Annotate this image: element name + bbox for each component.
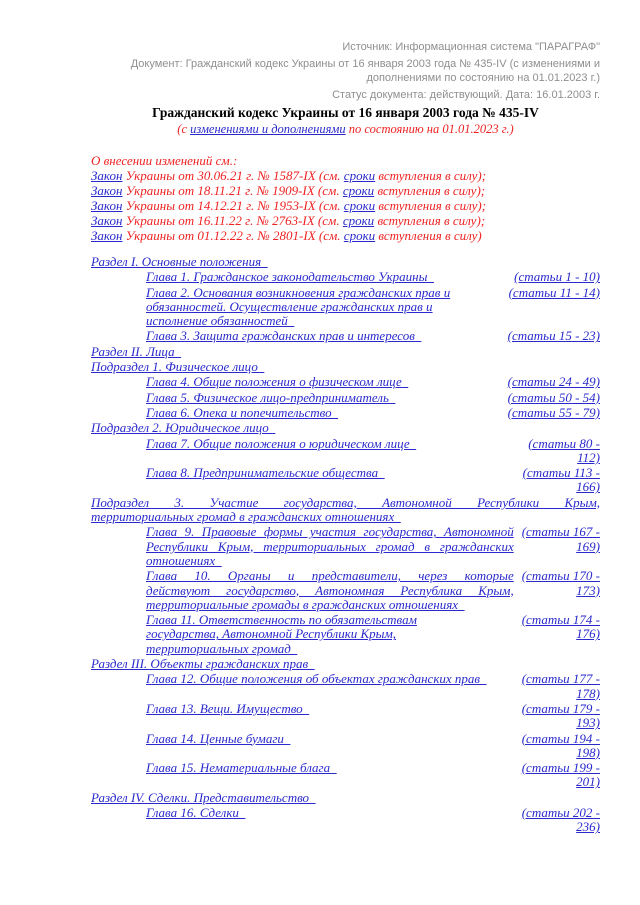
toc-chapter-link[interactable] [146,672,514,686]
toc-entry-line: Глава 8. Предпринимательские общества [146,465,385,481]
table-of-contents [91,255,600,835]
toc-entry-line: Глава 7. Общие положения о юридическом лице [146,435,417,451]
articles-range-line: 193) [576,715,600,731]
terms-link[interactable]: сроки [343,198,376,213]
law-link[interactable]: Закон [91,183,123,198]
toc-entry-line: Раздел IV. Сделки. Представительство [91,789,316,805]
toc-chapter-row [91,702,600,731]
law-link[interactable]: Закон [91,168,123,183]
toc-entry-line: государства, Автономной Республики Крым, [146,626,397,642]
articles-range-line: (статьи 167 - [521,524,600,540]
law-text: Украины от 01.12.22 г. № 2801-IX (см. [122,228,344,243]
toc-entry-line: Глава 12. Общие положения об объектах гражданских прав [146,671,487,687]
articles-range-line: (статьи 55 - 79) [507,404,600,420]
toc-chapter-link[interactable] [146,437,520,451]
toc-entry-line: Глава 1. Гражданское законодательство Украины [146,269,434,285]
toc-chapter-row [91,569,600,612]
toc-entry-line: Подраздел 3. Участие государства, Автономной Республики Крым, [91,494,600,510]
articles-range-line: 178) [576,685,600,701]
toc-chapter-row [91,525,600,568]
articles-range-line: (статьи 11 - 14) [508,284,600,300]
toc-chapter-row [91,270,600,284]
law-text-tail: вступления в силу); [374,213,486,228]
toc-chapter-row [91,732,600,761]
amendments-block [91,153,600,243]
toc-entry-line: Подраздел 2. Юридическое лицо [91,420,276,436]
toc-entry-line: Глава 11. Ответственность по обязательствам [146,612,417,628]
page-title: Гражданский кодекс Украины от 16 января 2003 года № 435-IV [152,105,539,120]
toc-chapter-link[interactable] [146,525,514,568]
articles-range-line: 201) [576,774,600,790]
subtitle-prefix: (с [177,122,191,136]
toc-subsection-link[interactable] [91,496,600,525]
articles-range-line: 169) [576,538,600,554]
toc-articles-link[interactable] [522,761,600,790]
articles-range-line: (статьи 24 - 49) [507,374,600,390]
toc-chapter-link[interactable] [146,466,515,480]
articles-range-line: (статьи 80 - [528,435,600,451]
document-meta [91,40,600,102]
toc-chapter-row [91,437,600,466]
page-subtitle [91,122,600,137]
toc-chapter-link[interactable] [146,613,514,656]
law-text: Украины от 16.11.22 г. № 2763-IX (см. [122,213,343,228]
articles-range-line: (статьи 174 - [521,612,600,628]
articles-range-line: (статьи 113 - [522,465,600,481]
toc-articles-link[interactable] [522,672,600,701]
toc-chapter-link[interactable] [146,806,514,820]
toc-entry-line: Раздел I. Основные положения [91,254,268,269]
toc-chapter-link[interactable] [146,732,514,746]
toc-chapter-link[interactable] [146,761,514,775]
law-text: Украины от 14.12.21 г. № 1953-IX (см. [122,198,344,213]
toc-entry-line: территориальные громады в гражданских отношениях [146,596,465,612]
terms-link[interactable]: сроки [343,228,376,243]
articles-range-line: 166) [576,479,600,495]
articles-range-line: (статьи 199 - [521,760,600,776]
toc-section-link[interactable] [91,791,600,805]
law-text: Украины от 18.11.21 г. № 1909-IX (см. [122,183,343,198]
articles-range-line: 198) [576,744,600,760]
toc-entry-line: территориальных громад [146,640,298,656]
toc-entry-line: Глава 5. Физическое лицо-предприниматель [146,389,396,405]
toc-entry-line: Раздел II. Лица [91,343,182,359]
toc-entry-line: территориальных громад в гражданских отношениях [91,509,401,525]
toc-entry-line: исполнение обязанностей [146,313,295,329]
toc-chapter-link[interactable] [146,391,500,405]
toc-articles-link[interactable] [509,286,600,300]
toc-chapter-row [91,806,600,835]
toc-subsection-link[interactable] [91,421,600,435]
toc-articles-link[interactable] [522,702,600,731]
toc-section-link[interactable] [91,657,600,671]
amendment-entry [91,183,600,198]
articles-range-line: (статьи 177 - [521,671,600,687]
amendments-link[interactable]: изменениями и дополнениями [190,122,346,136]
toc-chapter-row [91,761,600,790]
toc-articles-link[interactable] [508,329,600,343]
source-line: Источник: Информационная система "ПАРАГРАФ" [342,41,600,53]
law-text-tail: вступления в силу); [374,183,486,198]
law-text: Украины от 30.06.21 г. № 1587-IX (см. [122,168,344,183]
toc-articles-link[interactable] [522,732,600,761]
toc-articles-link[interactable] [514,270,600,284]
articles-range-line: (статьи 202 - [521,804,600,820]
terms-link[interactable]: сроки [342,213,375,228]
toc-chapter-link[interactable] [146,569,514,612]
toc-entry-line: Глава 14. Ценные бумаги [146,730,291,746]
toc-subsection-link[interactable] [91,360,600,374]
amendment-entry [91,228,600,243]
toc-section-link[interactable] [91,345,600,359]
toc-chapter-row [91,613,600,656]
toc-articles-link[interactable] [522,525,600,554]
articles-range-line: (статьи 1 - 10) [514,269,600,285]
toc-chapter-row [91,466,600,495]
toc-entry-line: отношениях [146,552,222,568]
toc-chapter-link[interactable] [146,702,514,716]
status-line: Статус документа: действующий. Дата: 16.01.2003 г. [332,89,600,101]
law-link[interactable]: Закон [91,198,123,213]
toc-chapter-link[interactable] [146,286,501,329]
toc-chapter-link[interactable] [146,329,500,343]
toc-entry-line: Глава 10. Органы и представители, через которые [146,568,514,584]
amendment-entry [91,213,600,228]
toc-chapter-link[interactable] [146,375,500,389]
subtitle-suffix: по состоянию на 01.01.2023 г.) [345,122,514,136]
articles-range-line: (статьи 50 - 54) [507,389,600,405]
terms-link[interactable]: сроки [342,183,375,198]
amendments-list [91,168,600,243]
articles-range-line: (статьи 170 - [521,568,600,584]
toc-entry-line: Глава 13. Вещи. Имущество [146,700,310,716]
amendments-intro: О внесении изменений см.: [91,153,238,168]
toc-entry-line: действуют государство, Автономная Республика Крым, [146,582,514,598]
toc-entry-line: Глава 4. Общие положения о физическом лице [146,374,409,390]
law-text-tail: вступления в силу); [375,168,487,183]
articles-range-line: (статьи 15 - 23) [507,328,600,344]
toc-entry-line: Подраздел 1. Физическое лицо [91,359,265,375]
articles-range-line: 173) [576,582,600,598]
law-text-tail: вступления в силу); [375,198,487,213]
toc-entry-line: Раздел III. Объекты гражданских прав [91,656,315,672]
law-link[interactable]: Закон [91,228,123,243]
toc-chapter-row [91,329,600,343]
articles-range-line: (статьи 179 - [521,700,600,716]
toc-chapter-row [91,391,600,405]
toc-articles-link[interactable] [522,569,600,598]
toc-section-link[interactable] [91,255,600,269]
amendment-entry [91,168,600,183]
toc-entry-line: Глава 15. Нематериальные блага [146,760,337,776]
toc-entry-line: Глава 9. Правовые формы участия государства, Автономной [146,524,514,540]
document-line: Документ: Гражданский кодекс Украины от 16 января 2003 года № 435-IV (с изменениями и дополнениями по состоянию на 01.01.2023 г.) [130,58,600,84]
toc-entry-line: Глава 6. Опека и попечительство [146,404,339,420]
toc-chapter-row [91,375,600,389]
law-text-tail: вступления в силу) [375,228,482,243]
toc-entry-line: Глава 16. Сделки [146,804,246,820]
toc-articles-link[interactable] [508,375,600,389]
articles-range-line: 236) [576,819,600,835]
toc-chapter-row [91,406,600,420]
law-link[interactable]: Закон [91,213,123,228]
articles-range-line: 112) [577,449,600,465]
toc-entry-line: Глава 3. Защита гражданских прав и интересов [146,328,422,344]
toc-chapter-link[interactable] [146,270,506,284]
toc-articles-link[interactable] [522,613,600,642]
toc-articles-link[interactable] [508,406,600,420]
toc-articles-link[interactable] [523,466,600,495]
toc-entry-line: обязанностей. Осуществление гражданских прав и [146,298,433,314]
toc-chapter-row [91,672,600,701]
articles-range-line: 176) [576,626,600,642]
toc-chapter-link[interactable] [146,406,500,420]
toc-articles-link[interactable] [508,391,600,405]
toc-entry-line: Республики Крым, территориальных громад в гражданских [146,538,514,554]
toc-articles-link[interactable] [522,806,600,835]
amendment-entry [91,198,600,213]
toc-chapter-row [91,286,600,329]
toc-articles-link[interactable] [528,437,600,466]
terms-link[interactable]: сроки [343,168,376,183]
toc-entry-line: Глава 2. Основания возникновения гражданских прав и [146,284,451,300]
articles-range-line: (статьи 194 - [521,730,600,746]
